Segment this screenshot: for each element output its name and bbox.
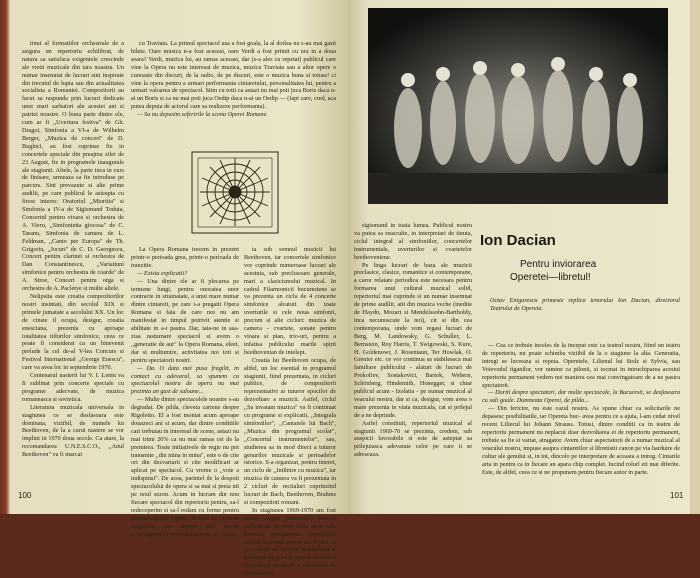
left-column-2-bottom xyxy=(131,246,239,538)
left-col2b-question: — Da. O data mei pusa fragilit, in contact cu adevarul, sa spunem ca spectacolul nostru de opera nu mai prezinta un gust de saloane... xyxy=(131,364,239,396)
article-title: Ion Dacian xyxy=(480,232,556,249)
right-column-1 xyxy=(354,222,472,494)
left-col2-paragraph: cu Traviata. La primul spectacol usa a fost goala, la al doilea nu s-au mai gasit bilete. Oare musica n-a fost aceeasi, oare Verdi a fost primit cu ura in a doua seara? Verdi, muzica lui, au ramas aceeasi, dar (s-a ales cu repetat) publicul care vine la Opera nu este interesat de muzica, muzica Traviata sau a altor opere o cunoaste din discuri, de la radio, de pe discuri, este o muzica buna si totuse! ci vine la opera pentru a urmari performanta cintaretului, personalitatea lui, pentru a urmari valoarea de spectacol. Stim cu totii ca astazi nu mai poti juca Boris daca n-ai un Boris si ca nu mai poti juca Oedip daca n-ai un Oedip — (fapt care, cred, aca putea deputa de actorul care sa realizeze performanta). xyxy=(131,40,336,111)
article-intro: Octav Enigarescu primeste replica tenorului Ion Dacian, directorul Teatrului de Opereta. xyxy=(490,297,680,312)
left-col2b-paragraph: — Una dintre ele ar fi plecarea pe termene lungi, pentru onoratea unor contracte in strainatate, a unui mare numar dintre cintareti, pe care i-a pregatit Opera Romana si fata de care noi nu am manifestat in timpul potrivit atentie si abilitate in a-i pastra. Dar, iata-ne in asa-zisa rasturnare spectacol si avem o ,,generatie de aur" la Opera Romana, eleet, dar si multumire, activitatea noi toti si pentru spectatorii nostri. xyxy=(131,277,239,364)
right-column-2 xyxy=(482,342,680,494)
ornament-rosette-icon xyxy=(190,150,280,235)
stage-photo xyxy=(368,8,668,204)
right-col2-paragraph: — Din fericire, nu este cazul nostru. As spune chiar ca solicitarile ne depasesc posibilitatile, iar Opereta buc- avea pentru ce a ajuta, l-am cedat nivel recent Liliecul lui Johann Strauss. Totusi, dintre conditii ca in teatru de repertoriu permanent nu neplacut doar dezvoltarea ei de repertoriu permanent, trebuie sa fie si variat, atragator. Avem chiar aspectatorii de a numar muzical al veacului nostru, impuse asupra cintaretilor si libretistii canon pe via harduire de cultur ale genului si, in tot, dincolo pe interpretare de aceasta a intreg. Cintarile arta in pentru ca in fiecare an apara chip complet. Iucind rolurl eti mai diferite. Este, de altfel, ceea ce si ne propunem pentru fiecare autor in parte. xyxy=(482,405,680,476)
left-column-3 xyxy=(244,246,336,578)
subtitle-line-1: Pentru inviorarea xyxy=(520,259,597,270)
left-column-1 xyxy=(22,40,124,459)
left-col3-paragraph: Creatia lui Beethoven ocupa, de altfel, un loc esential in programul stagiunii, fiind prezentata, in cicluri publice, de compozitorii reprezentativi ai tuturor epocilor de dezvoltare a muzicii. Astfel, ciclul ,,Sa invatam muzica" va fi continuat cu programe si explicatii, ,,Integrala simfoniilor", ,,Cantatele lui Bach", ,,Muzica din programul scolar", ,,Concertul instrumentelor", sau, studierea sa in mod direct a tuturor genurilor muzicale si perioadelor istorice. S-a organizat, pentru tineret, un ciclu de ,,Intilnire cu muzica", iar muzica de camera va fi prezentata in 2 cicluri de recitaluri cuprinzind lucrari de Bach, Beethoven, Brahms si compozitori romani. xyxy=(244,356,336,506)
left-page xyxy=(10,0,348,578)
left-col1-paragraph: tinut al formatiilor orchestrale de a asigura un repertoriu echilibrat, de natura sa satisfaca exigentele crescinde ale vietii muzicale din tara noastra. Un numar insemnat de lucrari sint inspirate din trecutul de lupta sau din actualitatea socialista a Romaniei. Compozitorii au facut sa raspunda prin lucrari dedicate unor mari sarbatori ale acestei ani si patriei noastre. O buna parte dintre ele, cum ar fi ,,Uvertura festiva" de Gh. Dragoi, Simfonia a VI-a de Wilhelm Berger, ,,Muzica de concert" de D. Bughici, au fost cuprinse fie in concertele speciale din preajma zilei de 23 August, fie in programele inaugurale ale stagiunii. Altele, la parte inca in curs de finisare, urmeaza sa fie introduse pe parcurs. Sint prevazute si alte prime audilii, pe care publicul le asteapta cu firesc interes: Oratoriul ,,Mioritia" si Simfonia a IV-a de Sigismund Toduta, Concertul pentru vioara si orchestra de A. Vieru, ,,Simfonietta giocosa" de C. Taranu, Simfonia de camera de L. Feldman, ,,Canto per Europa" de Th. Grigoriu, ,,Jocuri" de C. D. Georgescu, Concert pentru clarinet si orchestra de Dan Constantinescu, ,,Variatiuni simfonice pentru orchestra de coarde" de A. Stroe, Concert pentru orga si orchestra de A. Pacletye si multe altele. xyxy=(22,40,124,293)
left-col2b-paragraph: — Multe dintre spectacolele noastre s-au degradat. De pilda, cleveta cariene despre Rigoletto. El a fost montat acum aproape douazeci ani si acum, dar dintre conditiile cari trebuiau in interesul de scene, astazi nu mai trimi 20% ca nu mai ramas cei de la premiera. Toate initiativele de regie nu pot transmite ,,din mina in mina", este o de cite ori din dezvartarii si cite modificari ar aplicat pe spectacol. Cu vreme o ,,voie a indispinsi". De acea, parintel de la despoti spectacolului de opera si sa mai si preia nii pe noul sezon. Acum in lucram din nou fiecare spectacol din repertoriu pentru, sa-l redecoperim si sa-l redam cu forme pentru lumina cultului tepitor. In ceea ce priveste stagiunea care incepe, aici ploaie convingerea ca vom obtine treze de succes. xyxy=(131,396,239,538)
left-col3-paragraph: ta sub semnul muzicii lui Beethoven, iar concertele simfonice vor cuprinde numeroase lucrari ale acestuia, sub preclusoare generale, mari a clasicismului muzical. In cadrul Filarmonicii bucurestene se va prezenta un ciclu de 4 concerte simfonice alcatuit din toate uverturile si cele noua simfonii, precum si alte cicluri: muzica de camera - cvartete, sonate pentru vioara si pian, trio-uri, pentru a infatisa publicului marile spirit beethovenian de intelept. xyxy=(244,246,336,356)
left-col2-italic-line: — Sa nu depasim seferirile la scena Operei Romane. xyxy=(137,111,268,119)
right-col1-paragraph: sigismund in toata lumea. Publicul nostru va putea sa reasculte, in interpretari de tinuta, ciclul integral al simfoniilor, concertelor instrumentale, uverturilor si cvartetelor beethoveniene. xyxy=(354,222,472,261)
right-col1-paragraph: Astfel constituit, repertoriul muzical al stagiunii 1969-70 se prezinta, credem, sub auspicii favorabile si este de asteptat sa prilejuiasca adevarate celor pe care ii se adreseaza. xyxy=(354,419,472,459)
left-col2b-paragraph: La Opera Romana trecem in prezent printr-o perioada grea, printr-o perioada de tranzitie. xyxy=(131,246,239,269)
left-col3-paragraph: In stagiunea 1969-1970 am fost atenti asupra prezentarii muzicii orchestrale in orase unde nu se afla formatii permanente. Importanta acestei activitati reiese din faptul ca ea trebuie sa sprijine raspindirea si formarea de gust in sensul stimularii dezvoltarii muzicale a publicului de pretutindeni. xyxy=(244,506,336,578)
left-page-number: 100 xyxy=(18,491,32,500)
right-page xyxy=(348,0,690,514)
left-column-2-top xyxy=(131,40,336,146)
left-col1-paragraph: Centenarul nasterii lui V. I. Lenin va fi sublinat prin concerte speciale cu programe adecvate, de muzica romaneasca si sovietica. xyxy=(22,372,124,403)
subtitle-line-2: Operetei—libretul! xyxy=(510,272,591,283)
left-col1-paragraph: Literatura muzicala universala in stagiunea ce se desfasoara este dominata, viziibil, de numele lui Beethoven, de la a carui nastere se vor implini in 1970 doua secole. Ca atare, la recomandarea U.N.E.S.C.O., ,,Anul Beethoven" va fi marcat xyxy=(22,403,124,459)
stage-scene-image xyxy=(368,8,668,204)
right-col1-paragraph: Pe linga lucrari de baza ale muzicii preclasice, clasice, romantice si contemporane, a caror relatare periodica este necesara pentru formarea unui cultural muzical solid, repertoriul mai cuprinde si un numar insemnat de prime audilii, atit din muzica veche (inedite de Haydn, Mozart si Mendelssohn-Bartholdy, inca necunoscute la noi), cit si din cea contemporana, unde vom regasi lucrari de Berg, M. Landowsky, G. Schuller, L. Bernstein, Roy Harris, T. Swigowski, S. Kure, H. Goldenowr, J. Rosentaun, Ter Howlak, O. Grenier etc. ce vor continua sa stabileasca mai familiare publicului - alaturi de lucrari de Prokofiev, Sostakovici, Bartok, Webern, Schönberg, Hindemith, Honegger, si chiar publicul acum - Izolatia - pe numar muzical al veacului nostru, dar si ca, desigur, vom avea o mare prezenta in viata muzicala, cat si prilejul de a ne deprinde. xyxy=(354,261,472,419)
article-subtitle xyxy=(510,258,596,284)
right-page-number: 101 xyxy=(670,491,684,500)
right-col2-question: — Doriti despre spectatori, dar multe spectacole, la Bucuresti, se desfasoara cu sali goale. Dumneata Operei, de pilda... xyxy=(482,389,680,405)
left-col2b-question: — Exista explicatii? xyxy=(137,269,188,277)
left-col1-paragraph: Nelipsita este creatia compozitorilor nostri insintati, din secolul XIX si primele jumatate a secolului XX. Un loc de cinste il ocupa, desigur, creatia enesciana, prezenta cu aproape totalitatea titlurilor simfonice, ceea ce poate fi considerat ca un binevenit prelude la cel de-al V-lea Concurs si Festival International ,,George Enescu", care va avea loc in septembrie 1970. xyxy=(22,293,124,372)
right-col2-paragraph: — Cea ce trebuie inceles de la inceput este ca teatrul nostru, fiind un teatru de repertoriu, nu poate schimba viziibil de la o stagiune la alta. Generatia, intregi se lucreaza si repeta. Operetele, Lilienul lui Stolz si Sylvia, sau Voievodul tiganilor, vor ramine ca pilonii, si tocmai in intruchiparea acestui repertoriu permanent vedem noi maniera cea mai convingatoare de a ne pastra spectatorii. xyxy=(482,342,680,389)
